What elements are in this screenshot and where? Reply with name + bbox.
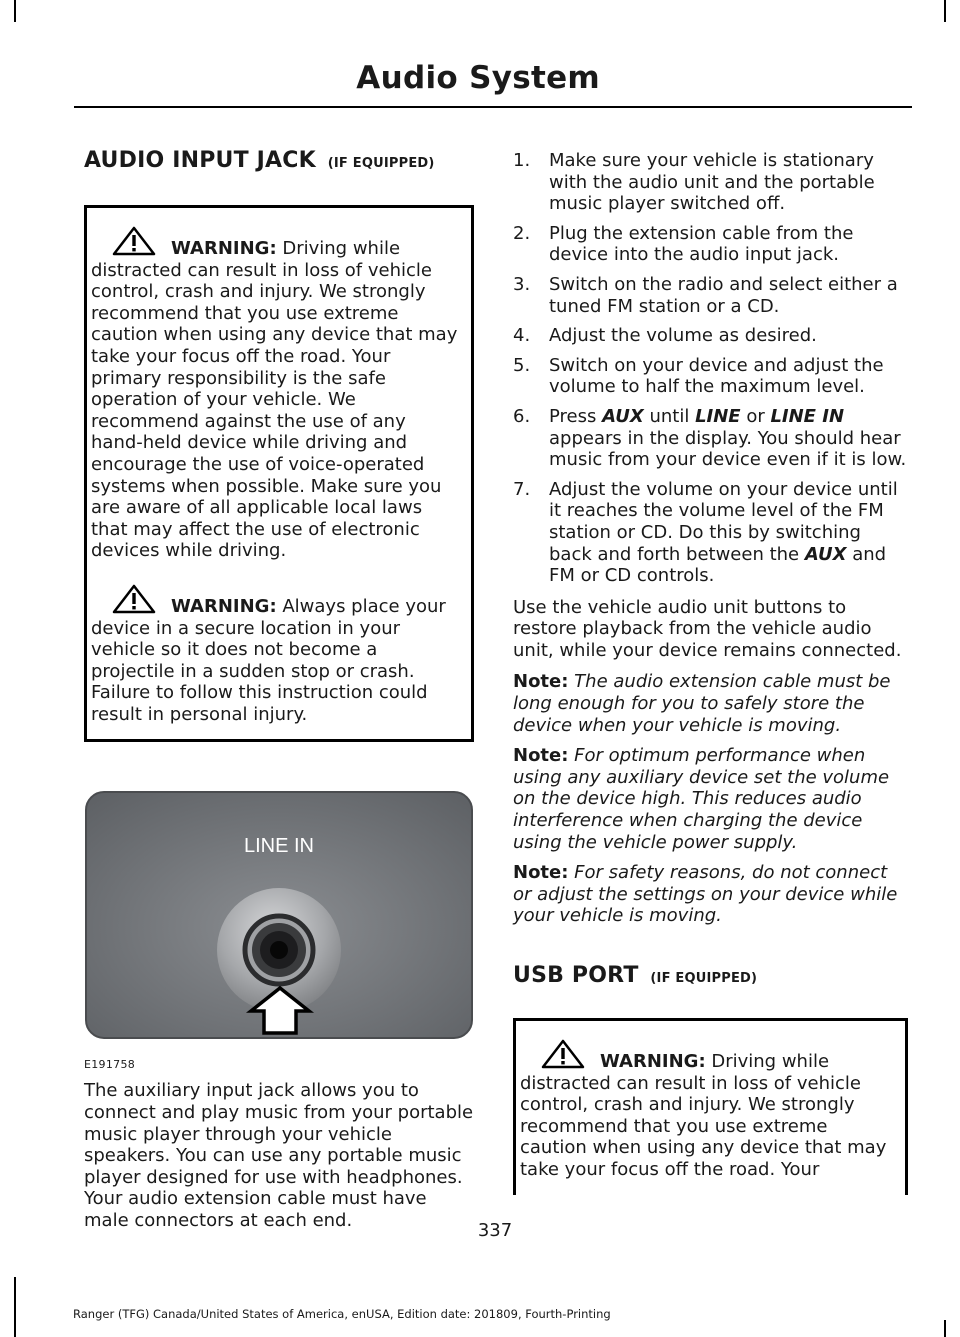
restore-paragraph: Use the vehicle audio unit buttons to restore playback from the vehicle audio unit, while your device remains connected.	[513, 596, 902, 661]
list-item: 6. Press AUX until LINE or LINE IN appears in the display. You should hear music from your device even if it is low.	[513, 405, 907, 471]
line-keyword: LINE	[695, 405, 741, 427]
note-paragraph: Note: For safety reasons, do not connect or adjust the settings on your device while your vehicle is moving.	[513, 862, 898, 927]
line-in-jack-illustration	[84, 790, 474, 1040]
aux-keyword: AUX	[602, 405, 644, 427]
audio-input-title: AUDIO INPUT JACK	[84, 148, 316, 173]
usb-port-title: USB PORT	[513, 963, 639, 988]
usb-warning-box	[513, 1018, 908, 1195]
list-item: 4. Adjust the volume as desired.	[513, 325, 817, 347]
aux-keyword: AUX	[804, 543, 847, 565]
crop-mark-top-left	[14, 0, 16, 22]
line-in-keyword: LINE IN	[770, 405, 845, 427]
warning-triangle-icon	[111, 584, 157, 614]
aux-description: The auxiliary input jack allows you to connect and play music from your portable music player through your vehicle speakers. You can use any portable music player designed for use with headphones. Your audio extension cable must have male connectors at each end.	[84, 1080, 474, 1232]
warning-label: WARNING:	[600, 1051, 706, 1072]
note-paragraph: Note: The audio extension cable must be long enough for you to safely store the device when your vehicle is moving.	[513, 671, 891, 736]
audio-input-title-suffix: (IF EQUIPPED)	[327, 156, 435, 171]
note-paragraph: Note: For optimum performance when using any auxiliary device set the volume on the device high. This reduces audio interference when charging the device using the vehicle power supply.	[513, 745, 890, 853]
steps-list	[513, 150, 908, 587]
usb-port-heading	[513, 961, 908, 994]
list-item: 3. Switch on the radio and select either a tuned FM station or a CD.	[513, 273, 898, 317]
list-item: 2. Plug the extension cable from the device into the audio input jack.	[513, 222, 854, 266]
warning-text: Always place your device in a secure location in your vehicle so it does not become a projectile in a sudden stop or crash. Failure to follow this instruction could result in personal injury.	[91, 595, 446, 725]
audio-input-heading	[84, 146, 474, 179]
line-in-jack-figure	[84, 790, 474, 1072]
footer-text: Ranger (TFG) Canada/United States of America, enUSA, Edition date: 201809, Fourth-Printing	[73, 1307, 611, 1321]
list-item: 5. Switch on your device and adjust the volume to half the maximum level.	[513, 354, 884, 398]
warning-paragraph	[87, 584, 463, 726]
crop-mark-bottom-left	[14, 1277, 16, 1337]
line-in-panel-label: LINE IN	[243, 835, 315, 858]
right-column	[513, 146, 908, 1195]
warning-text: Driving while distracted can result in loss of vehicle control, crash and injury. We strongly recommend that you use extreme caution when using any device that may take your focus off the road. Your	[520, 1051, 887, 1180]
usb-port-title-suffix: (IF EQUIPPED)	[650, 971, 758, 986]
warning-label: WARNING:	[171, 238, 277, 259]
page-header-title: Audio System	[356, 60, 600, 96]
crop-mark-top-right	[944, 0, 946, 22]
warning-paragraph	[87, 226, 463, 562]
list-item: 7. Adjust the volume on your device until it reaches the volume level of the FM station or CD. Do this by switching back and forth between the AUX and FM or CD controls.	[513, 478, 898, 587]
warning-triangle-icon	[540, 1039, 586, 1069]
warning-paragraph	[516, 1039, 897, 1181]
audio-input-warning-box	[84, 205, 474, 742]
warning-label: WARNING:	[171, 595, 277, 617]
figure-label: E191758	[84, 1058, 136, 1072]
crop-mark-bottom-right	[944, 1320, 946, 1337]
header-rule	[74, 106, 912, 108]
warning-triangle-icon	[111, 226, 157, 256]
list-item: 1. Make sure your vehicle is stationary with the audio unit and the portable music player switched off.	[513, 150, 875, 215]
left-column	[84, 146, 474, 1232]
warning-text: Driving while distracted can result in loss of vehicle control, crash and injury. We strongly recommend that you use extreme caution when using any device that may take your focus off the road. Your primary responsibility is the safe operation of your vehicle. We recommend against the use of any hand-held device while driving and encourage the use of voice-operated systems when possible. Make sure you are aware of all applicable local laws that may affect the use of electronic devices while driving.	[91, 238, 458, 562]
page-number: 337	[477, 1220, 513, 1241]
